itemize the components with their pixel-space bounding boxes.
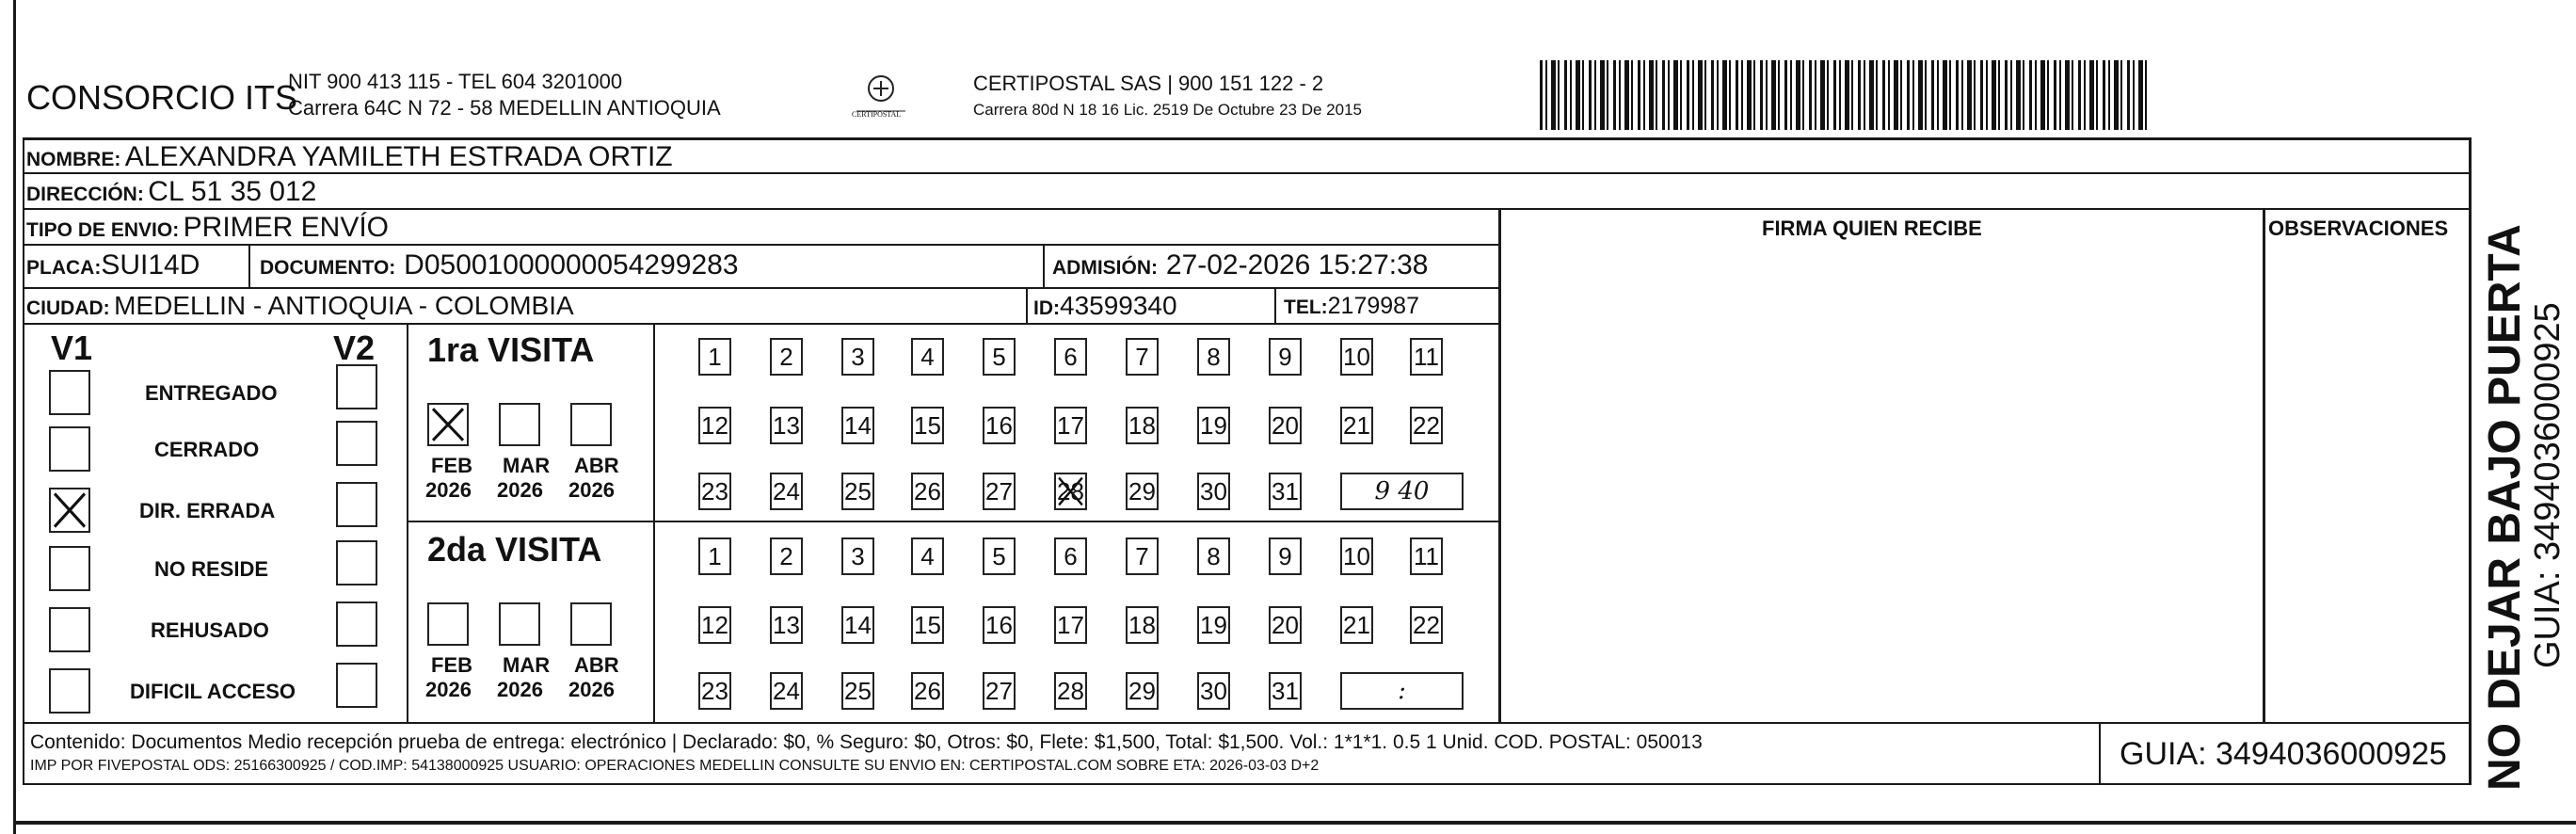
firma-left-line [1498, 208, 1501, 724]
day-box[interactable]: 25 [841, 672, 874, 710]
month-checkbox[interactable] [427, 602, 469, 646]
day-box[interactable]: 28 [1054, 473, 1087, 510]
v2-checkbox[interactable] [336, 482, 377, 527]
day-box[interactable]: 22 [1410, 407, 1443, 444]
day-box[interactable]: 5 [983, 537, 1016, 575]
day-box[interactable]: 16 [983, 407, 1016, 444]
visit-divider-line [407, 521, 1500, 522]
day-box[interactable]: 20 [1269, 606, 1302, 644]
day-box[interactable]: 18 [1126, 606, 1159, 644]
day-box[interactable]: 15 [911, 407, 944, 444]
day-box[interactable]: 29 [1126, 672, 1159, 710]
tipo-value: PRIMER ENVÍO [183, 212, 390, 243]
month-checkbox[interactable] [570, 403, 612, 446]
month-label: MAR [503, 653, 551, 677]
day-box[interactable]: 31 [1269, 672, 1302, 710]
admision-row [1052, 251, 1428, 280]
day-box[interactable]: 7 [1126, 537, 1159, 575]
form-top-line [23, 137, 2470, 140]
month-year: 2026 [497, 478, 543, 502]
v2-checkbox[interactable] [336, 601, 377, 647]
day-box[interactable]: 2 [770, 537, 803, 575]
v1-checkbox[interactable] [49, 488, 90, 533]
observaciones-header: OBSERVACIONES [2268, 217, 2449, 240]
day-box[interactable]: 3 [841, 338, 874, 376]
bottom-edge-line [13, 821, 2576, 825]
day-box[interactable]: 12 [698, 407, 731, 444]
month-label: MAR [503, 454, 551, 477]
status-label: REHUSADO [151, 618, 269, 642]
month-year: 2026 [568, 478, 615, 502]
day-box[interactable]: 9 [1269, 338, 1302, 376]
month-year: 2026 [425, 478, 472, 502]
footer-guia: GUIA: 3494036000925 [2120, 736, 2447, 772]
ciudad-value: MEDELLIN - ANTIOQUIA - COLOMBIA [114, 291, 574, 320]
day-box[interactable]: 19 [1197, 407, 1230, 444]
tel-label: TEL: [1284, 297, 1328, 318]
day-box[interactable]: 13 [770, 407, 803, 444]
month-checkbox[interactable] [499, 403, 540, 446]
form-left-line [23, 137, 24, 785]
direccion-value: CL 51 35 012 [148, 176, 317, 207]
company-info-line1: NIT 900 413 115 - TEL 604 3201000 [288, 70, 623, 93]
guia-left-line [2099, 722, 2101, 785]
day-box[interactable]: 16 [983, 606, 1016, 644]
day-box[interactable]: 9 [1269, 537, 1302, 575]
v2-label: V2 [333, 329, 376, 367]
footer-top-line [23, 722, 2470, 724]
tipo-row [26, 214, 389, 242]
x-mark-icon [429, 405, 467, 444]
visit-title: 1ra VISITA [427, 330, 595, 369]
day-box[interactable]: 4 [911, 338, 944, 376]
month-checkbox[interactable] [570, 602, 612, 646]
v2-checkbox[interactable] [336, 663, 377, 708]
day-box[interactable]: 10 [1340, 338, 1373, 376]
status-label: NO RESIDE [154, 557, 269, 581]
id-row [1033, 293, 1177, 319]
ciudad-label: CIUDAD: [26, 297, 110, 319]
row-line-5 [23, 323, 1500, 325]
row-line-2 [23, 208, 2470, 210]
day-box[interactable]: 23 [698, 672, 731, 710]
day-box[interactable]: 2 [770, 338, 803, 376]
day-box[interactable]: 11 [1410, 537, 1443, 575]
day-box[interactable]: 19 [1197, 606, 1230, 644]
day-box[interactable]: 29 [1126, 473, 1159, 510]
day-box[interactable]: 1 [698, 338, 731, 376]
nombre-row [26, 143, 673, 171]
tel-row [1284, 295, 1419, 318]
admision-label: ADMISIÓN: [1052, 257, 1158, 279]
form-right-line [2469, 137, 2472, 785]
month-label: ABR [574, 653, 619, 677]
company-name: CONSORCIO ITS [26, 78, 298, 117]
observaciones-left-line [2263, 208, 2265, 724]
status-label: DIR. ERRADA [139, 499, 276, 522]
documento-row [260, 251, 739, 280]
day-box[interactable]: 12 [698, 606, 731, 644]
ciudad-row [26, 293, 574, 319]
day-box[interactable]: 4 [911, 537, 944, 575]
status-divider-line [407, 323, 408, 724]
day-box[interactable]: 23 [698, 473, 731, 510]
v2-checkbox[interactable] [336, 540, 377, 585]
tel-divider [1274, 287, 1276, 323]
row-line-4 [23, 287, 1500, 289]
day-box[interactable]: 15 [911, 606, 944, 644]
day-box[interactable]: 13 [770, 606, 803, 644]
barcode [1540, 60, 2152, 130]
day-box[interactable]: 7 [1126, 338, 1159, 376]
admision-divider [1043, 244, 1045, 287]
x-mark-icon [1056, 474, 1085, 508]
calendar-left-line [653, 323, 655, 724]
carrier-info-line2: Carrera 80d N 18 16 Lic. 2519 De Octubre 23 De 2015 [973, 101, 1362, 119]
v1-checkbox[interactable] [49, 668, 90, 714]
month-year: 2026 [568, 678, 615, 701]
v1-checkbox[interactable] [49, 546, 90, 591]
time-note-box[interactable]: : [1340, 672, 1464, 710]
day-box[interactable]: 24 [770, 672, 803, 710]
month-label: ABR [574, 454, 619, 477]
tel-value: 2179987 [1327, 293, 1419, 319]
day-box[interactable]: 27 [983, 473, 1016, 510]
carrier-info-line1: CERTIPOSTAL SAS | 900 151 122 - 2 [973, 72, 1324, 95]
nombre-label: NOMBRE: [26, 149, 121, 170]
day-box[interactable]: 26 [911, 473, 944, 510]
day-box[interactable]: 6 [1054, 338, 1087, 376]
day-box[interactable]: 22 [1410, 606, 1443, 644]
day-box[interactable]: 8 [1197, 338, 1230, 376]
day-box[interactable]: 14 [841, 606, 874, 644]
placa-value: SUI14D [101, 249, 200, 281]
month-label: FEB [431, 454, 472, 477]
day-box[interactable]: 26 [911, 672, 944, 710]
day-box[interactable]: 8 [1197, 537, 1230, 575]
day-box[interactable]: 3 [841, 537, 874, 575]
v1-checkbox[interactable] [49, 370, 90, 415]
day-box[interactable]: 17 [1054, 407, 1087, 444]
month-checkbox[interactable] [499, 602, 540, 646]
day-box[interactable]: 30 [1197, 672, 1230, 710]
footer-contenido: Contenido: Documentos Medio recepción prueba de entrega: electrónico | Declarado: $0, % Seguro: $0, Otros: $0, Flete: $1,500, Total: $1,500. Vol.: 1*1*1. 0.5 1 Unid. COD. POSTAL: 050013 [30, 731, 1703, 753]
firma-header: FIRMA QUIEN RECIBE [1762, 217, 1982, 240]
id-value: 43599340 [1060, 291, 1177, 320]
v2-checkbox[interactable] [336, 421, 377, 466]
month-label: FEB [431, 653, 472, 677]
v1-checkbox[interactable] [49, 607, 90, 652]
logo-text: CERTIPOSTAL [852, 110, 902, 119]
footer-impresion: IMP POR FIVEPOSTAL ODS: 25166300925 / COD.IMP: 54138000925 USUARIO: OPERACIONES MEDELLIN CONSULTE SU ENVIO EN: CERTIPOSTAL.COM SOBRE ETA: 2026-03-03 D+2 [30, 758, 1320, 774]
month-year: 2026 [425, 678, 472, 701]
placa-divider [248, 244, 250, 287]
day-box[interactable]: 30 [1197, 473, 1230, 510]
day-box[interactable]: 6 [1054, 537, 1087, 575]
id-divider [1026, 287, 1028, 323]
form-bottom-line [23, 783, 2470, 785]
day-box[interactable]: 14 [841, 407, 874, 444]
day-box[interactable]: 27 [983, 672, 1016, 710]
side-guia: GUIA: 3494036000925 [2528, 302, 2568, 668]
placa-row [26, 251, 200, 280]
admision-value: 27-02-2026 15:27:38 [1165, 249, 1429, 281]
day-box[interactable]: 20 [1269, 407, 1302, 444]
id-label: ID: [1033, 297, 1060, 319]
row-line-1 [23, 172, 2470, 174]
day-box[interactable]: 24 [770, 473, 803, 510]
day-box[interactable]: 21 [1340, 407, 1373, 444]
day-box[interactable]: 28 [1054, 672, 1087, 710]
x-mark-icon [51, 489, 88, 531]
documento-label: DOCUMENTO: [260, 257, 396, 279]
nombre-value: ALEXANDRA YAMILETH ESTRADA ORTIZ [124, 141, 673, 172]
v2-checkbox[interactable] [336, 364, 377, 409]
time-note-box[interactable]: 9 40 [1340, 473, 1464, 510]
month-year: 2026 [497, 678, 543, 701]
documento-value: D05001000000054299283 [404, 249, 739, 281]
direccion-label: DIRECCIÓN: [26, 184, 144, 205]
status-label: CERRADO [154, 438, 260, 461]
direccion-row [26, 178, 316, 206]
company-info-line2: Carrera 64C N 72 - 58 MEDELLIN ANTIOQUIA [288, 96, 721, 120]
day-box[interactable]: 21 [1340, 606, 1373, 644]
certipostal-logo-icon [853, 72, 909, 128]
status-label: ENTREGADO [145, 381, 278, 405]
visit-title: 2da VISITA [427, 530, 602, 569]
day-box[interactable]: 5 [983, 338, 1016, 376]
day-box[interactable]: 25 [841, 473, 874, 510]
tipo-label: TIPO DE ENVIO: [26, 219, 180, 241]
day-box[interactable]: 17 [1054, 606, 1087, 644]
status-label: DIFICIL ACCESO [130, 680, 296, 703]
day-box[interactable]: 11 [1410, 338, 1443, 376]
day-box[interactable]: 10 [1340, 537, 1373, 575]
placa-label: PLACA: [26, 257, 102, 279]
day-box[interactable]: 31 [1269, 473, 1302, 510]
side-no-dejar: NO DEJAR BAJO PUERTA [2480, 224, 2530, 791]
left-edge-line [13, 0, 16, 834]
v1-label: V1 [51, 329, 93, 367]
day-box[interactable]: 18 [1126, 407, 1159, 444]
month-checkbox[interactable] [427, 403, 469, 446]
day-box[interactable]: 1 [698, 537, 731, 575]
row-line-3 [23, 244, 1500, 246]
v1-checkbox[interactable] [49, 426, 90, 472]
